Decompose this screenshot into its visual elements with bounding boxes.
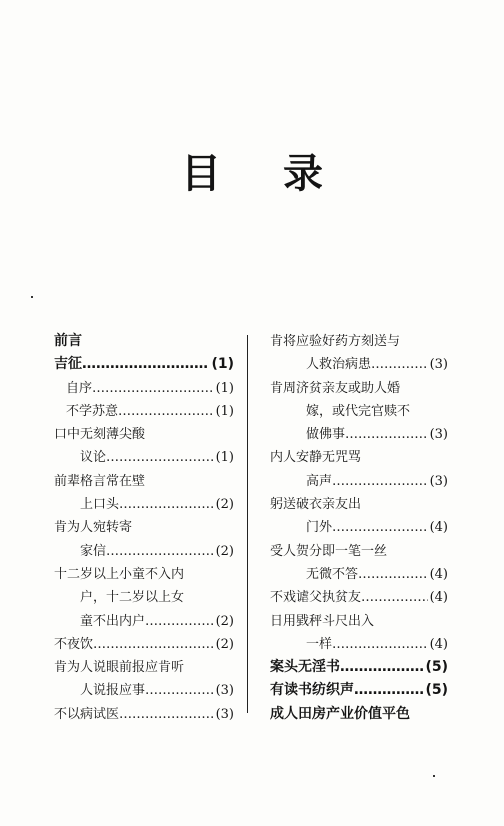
toc-entry-title: 日用戥秤斗尺出入 [270, 613, 375, 629]
dot-leader [340, 656, 423, 679]
toc-entry-title: 肯为人说眼前报应肯听 [54, 660, 185, 676]
toc-entry-line [54, 400, 234, 423]
dot-leader [106, 446, 214, 469]
toc-entry-line [270, 563, 448, 586]
toc-entry-line [54, 353, 234, 376]
toc-entry[interactable] [270, 679, 448, 702]
toc-entry-line [270, 423, 448, 446]
toc-entry[interactable] [270, 656, 448, 679]
dot-leader [358, 563, 428, 586]
toc-entry[interactable] [270, 446, 448, 493]
toc-entry-line [54, 563, 234, 586]
toc-entry-line [54, 493, 234, 516]
toc-entry-line [270, 633, 448, 656]
toc-entry-title: 内人安静无咒骂 [270, 450, 362, 466]
page-number: (5) [425, 682, 448, 699]
toc-entry-title: 十二岁以上小童不入内 [54, 566, 185, 582]
page-number: (3) [429, 427, 448, 443]
toc-entry[interactable] [54, 516, 234, 563]
toc-entry-line [54, 679, 234, 702]
dot-leader [93, 633, 214, 656]
toc-entry-line [54, 470, 234, 493]
toc-entry-title: 吉征 [54, 356, 82, 373]
toc-left-column [54, 330, 234, 726]
dot-leader [145, 679, 214, 702]
toc-entry-title: 不以病试医 [54, 706, 120, 722]
toc-entry-line [270, 377, 448, 400]
page-number: (4) [429, 590, 448, 606]
toc-entry[interactable] [54, 330, 234, 353]
toc-entry-title: 嫁，或代完官赎不 [306, 403, 411, 419]
dot-leader [119, 493, 214, 516]
dot-leader [371, 353, 428, 376]
toc-entry-title: 上口头 [80, 497, 120, 513]
toc-entry[interactable] [54, 633, 234, 656]
dot-leader [119, 703, 214, 726]
toc-entry-title: 议论 [80, 450, 107, 466]
toc-entry-title: 不学苏意 [66, 403, 119, 419]
dot-leader [332, 516, 428, 539]
toc-right-column [270, 330, 448, 726]
page-number: (5) [425, 659, 448, 676]
toc-entry-line [270, 516, 448, 539]
toc-entry[interactable] [270, 377, 448, 447]
toc-entry-line [270, 470, 448, 493]
toc-entry[interactable] [54, 400, 234, 423]
toc-entry-line [270, 446, 448, 469]
toc-entry-title: 前言 [54, 333, 82, 349]
title-char-1: 目 [181, 151, 221, 197]
toc-entry-line [54, 633, 234, 656]
page-title [0, 150, 504, 198]
toc-entry-title: 无微不答 [306, 566, 359, 582]
toc-entry-title: 肯周济贫亲友或助人婚 [270, 380, 401, 396]
toc-entry-title: 有读书纺织声 [270, 682, 354, 699]
dot-leader [332, 470, 428, 493]
dot-leader [82, 353, 209, 376]
toc-entry[interactable] [270, 493, 448, 540]
page-number: (2) [215, 613, 234, 629]
toc-entry-line [270, 493, 448, 516]
page-number: (3) [215, 706, 234, 722]
toc-entry-line [54, 540, 234, 563]
toc-entry-title: 高声 [306, 473, 333, 489]
toc-entry-title: 受人贺分即一笔一丝 [270, 543, 388, 559]
toc-entry-title: 肯为人宛转寄 [54, 520, 133, 536]
page-number: (1) [215, 403, 234, 419]
toc-entry-line [54, 516, 234, 539]
page-number: (1) [211, 356, 234, 373]
toc-entry[interactable] [54, 353, 234, 376]
dot-leader [145, 610, 214, 633]
toc-entry-title: 不戏谑父执贫友 [270, 590, 362, 606]
toc-entry-line [54, 377, 234, 400]
toc-entry-line [54, 656, 234, 679]
toc-entry[interactable] [54, 703, 234, 726]
toc-entry-line [270, 610, 448, 633]
toc-entry-title: 户，十二岁以上女 [80, 590, 185, 606]
toc-entry-title: 成人田房产业价值平色 [270, 705, 410, 722]
toc-entry[interactable] [270, 540, 448, 587]
toc-entry-title: 人救治病患 [306, 357, 372, 373]
toc-entry-title: 躬送破衣亲友出 [270, 497, 362, 513]
toc-entry-title: 肯将应验好药方刻送与 [270, 334, 401, 349]
toc-entry[interactable] [54, 563, 234, 633]
dot-leader [106, 540, 214, 563]
toc-entry-title: 一样 [306, 636, 333, 652]
dot-leader [118, 400, 214, 423]
page-number: (2) [215, 497, 234, 513]
toc-entry-line [270, 586, 448, 609]
toc-entry-title: 案头无淫书 [270, 659, 340, 676]
toc-entry-title: 门外 [306, 520, 333, 536]
toc-entry-line [54, 446, 234, 469]
dot-leader [345, 423, 428, 446]
page-number: (4) [429, 520, 448, 536]
page-number: (3) [215, 683, 234, 699]
dot-leader [332, 633, 428, 656]
toc-entry-line [270, 656, 448, 679]
page-number: (3) [429, 473, 448, 489]
page-number: (2) [215, 543, 234, 559]
scan-speck [31, 296, 33, 298]
toc-entry[interactable] [54, 470, 234, 517]
toc-entry[interactable] [270, 330, 448, 377]
page-number: (1) [215, 380, 234, 396]
toc-entry-title: 家信 [80, 543, 107, 559]
toc-entry[interactable] [54, 656, 234, 703]
dot-leader [361, 586, 428, 609]
page-number: (3) [429, 357, 448, 373]
toc-entry-line [270, 330, 448, 353]
toc-entry[interactable] [54, 377, 234, 400]
page-number: (2) [215, 636, 234, 652]
toc-entry-line [54, 330, 234, 353]
page-number: (4) [429, 566, 448, 582]
toc-entry-line [54, 610, 234, 633]
toc-entry-line [54, 703, 234, 726]
toc-entry-title: 前辈格言常在壁 [54, 473, 146, 489]
page-number: (1) [215, 450, 234, 466]
page-number: (4) [429, 636, 448, 652]
toc-entry-line [270, 679, 448, 702]
toc-entry-title: 口中无刻薄尖酸 [54, 427, 146, 443]
toc-entry-line [270, 703, 448, 726]
toc-entry[interactable] [270, 586, 448, 609]
toc-entry-line [54, 423, 234, 446]
toc-entry-line [54, 586, 234, 609]
toc-entry[interactable] [270, 610, 448, 657]
toc-entry-line [270, 353, 448, 376]
toc-entry-line [270, 540, 448, 563]
toc-entry-line [270, 400, 448, 423]
scan-speck [433, 775, 435, 777]
dot-leader [92, 377, 214, 400]
toc-entry-title: 不夜饮 [54, 636, 94, 652]
toc-entry[interactable] [54, 423, 234, 470]
toc-entry[interactable] [270, 703, 448, 726]
toc-entry-title: 做佛事 [306, 427, 346, 443]
toc-entry-title: 自序 [66, 380, 93, 396]
toc-entry-title: 人说报应事 [80, 683, 146, 699]
column-divider [247, 335, 248, 713]
toc-entry-title: 童不出内户 [80, 613, 146, 629]
dot-leader [354, 679, 423, 702]
title-char-2: 录 [283, 151, 323, 197]
